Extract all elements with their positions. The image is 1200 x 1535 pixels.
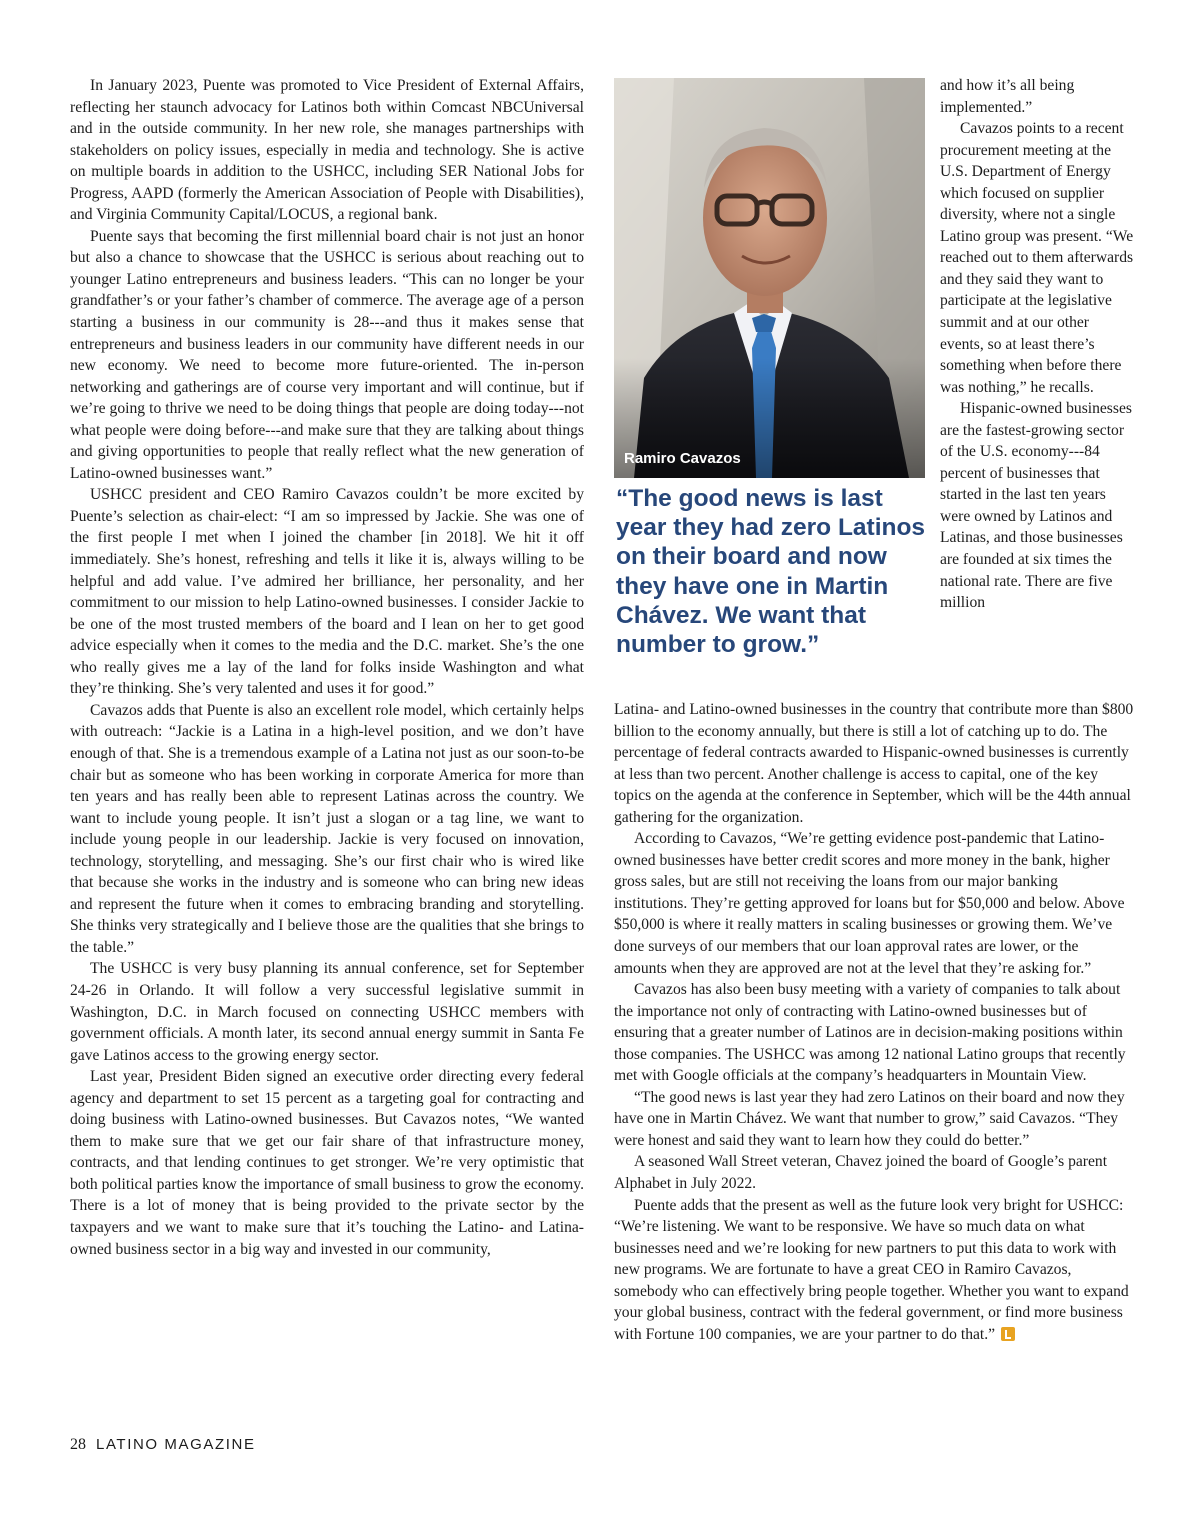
article-bottom-right-column <box>614 699 1134 1345</box>
paragraph: Cavazos adds that Puente is also an excellent role model, which certainly helps with outreach: “Jackie is a Latina in a high-level position, and we don’t have enough of that. She is a tremendous example of a Latina not just as our soon-to-be chair but as someone who has been working in corporate America for more than ten years and has really been able to represent Latinas across the country. We want to include young people. It isn’t just a slogan or a tag line, we want to include young people in our leadership. Jackie is very focused on innovation, technology, storytelling, and messaging. She’s our first chair who is wired like that because she works in the industry and is someone who can bring new ideas and represent the future when it comes to embracing branding and storytelling. She thinks very strategically and I believe those are the qualities that she brings to the table.” <box>70 701 584 956</box>
portrait-photo <box>614 78 925 478</box>
paragraph: The USHCC is very busy planning its annual conference, set for September 24-26 in Orlando. It will follow a very successful legislative summit in Washington, D.C. in March focused on connecting USHCC members with government officials. A month later, its second annual energy summit in Santa Fe gave Latinos access to the growing energy sector. <box>70 960 584 1064</box>
paragraph: Hispanic-owned businesses are the fastest-growing sector of the U.S. economy---84 percent of businesses that started in the last ten years were owned by Latinos and Latinas, and those businesses are founded at six times the national rate. There are five million <box>940 400 1132 612</box>
paragraph: USHCC president and CEO Ramiro Cavazos couldn’t be more excited by Puente’s selection as chair-elect: “I am so impressed by Jackie. She was one of the first people I met when I joined the chamber [in 2018]. We hit it off immediately. She’s honest, refreshing and tells it like it is, always willing to be helpful and add value. I’ve admired her brilliance, her personality, and her commitment to our mission to help Latino-owned businesses. I consider Jackie to be one of the most trusted members of the board and I lean on her to get good advice especially when it comes to the media and the D.C. market. She’s the one who really gives me a lay of the land for folks inside Washington and what they’re thinking. She’s very talented and uses it for good.” <box>70 486 584 698</box>
page-number: 28 <box>70 1436 86 1453</box>
pull-quote: “The good news is last year they had zero Latinos on their board and now they have one in Martin Chávez. We want that number to grow.” <box>616 485 926 659</box>
paragraph: “The good news is last year they had zero Latinos on their board and now they have one in Martin Chávez. We want that number to grow,” said Cavazos. “They were honest and said they want to learn how they could do better.” <box>614 1088 1125 1149</box>
last-paragraph-text: Puente adds that the present as well as the future look very bright for USHCC: “We’re listening. We want to be responsive. We have so much data on what businesses need and we’re looking for new partners to put this data to work with new programs. We are fortunate to have a great CEO in Ramiro Cavazos, somebody who can effectively bring people together. Whether you want to expand your global business, contract with the federal government, or find more business with Fortune 100 companies, we are your partner to do that.” <box>614 1196 1129 1343</box>
paragraph-continuation: Latina- and Latino-owned businesses in the country that contribute more than $800 billion to the economy annually, but there is still a lot of catching up to do. The percentage of federal contracts awarded to Hispanic-owned businesses is currently at less than two percent. Another challenge is access to capital, one of the key topics on the agenda at the conference in September, which will be the 44th annual gathering for the organization. <box>614 701 1134 826</box>
paragraph-last <box>614 1195 1134 1346</box>
page-footer <box>70 1436 256 1454</box>
paragraph: Last year, President Biden signed an executive order directing every federal agency and department to set 15 percent as a targeting goal for contracting and doing business with Latino-owned businesses. But Cavazos notes, “We wanted them to make sure that we get our fair share of that infrastructure money, contracts, and that lending continues to get stronger. We’re very optimistic that both political parties know the importance of small business to grow the economy. There is a lot of money that is being provided to the private sector by the taxpayers and we want to make sure that it’s touching the Latino- and Latina-owned business sector in a big way and invested in our community, <box>70 1068 584 1258</box>
photo-caption: Ramiro Cavazos <box>624 450 741 467</box>
portrait-illustration <box>614 78 925 478</box>
paragraph: A seasoned Wall Street veteran, Chavez joined the board of Google’s parent Alphabet in July 2022. <box>614 1153 1108 1193</box>
paragraph: Cavazos points to a recent procurement meeting at the U.S. Department of Energy which focused on supplier diversity, where not a single Latino group was present. “We reached out to them afterwards and they said they want to participate at the legislative summit and at our other events, so at least there’s something when before there was nothing,” he recalls. <box>940 120 1134 396</box>
paragraph: In January 2023, Puente was promoted to Vice President of External Affairs, reflecting her staunch advocacy for Latinos both within Comcast NBCUniversal and in the outside community. In her new role, she manages partnerships with stakeholders on policy issues, especially in media and technology. She is active on multiple boards in addition to the USHCC, including SER National Jobs for Progress, AAPD (formerly the American Association of People with Disabilities), and Virginia Community Capital/LOCUS, a regional bank. <box>70 77 584 224</box>
paragraph: According to Cavazos, “We’re getting evidence post-pandemic that Latino-owned businesses have better credit scores and more money in the bank, higher gross sales, but are still not receiving the loans from our major banking institutions. They’re getting approved for loans but for $50,000 and below. Above $50,000 is where it really matters in scaling businesses or growing them. We’ve done surveys of our members that our loan approval rates are lower, or the amounts when they are approved are not at the level that they’re asking for.” <box>614 830 1125 977</box>
article-right-narrow-column <box>940 75 1135 614</box>
paragraph: Cavazos has also been busy meeting with a variety of companies to talk about the importance not only of contracting with Latino-owned businesses but of ensuring that a greater number of Latinos are in decision-making positions within those companies. The USHCC was among 12 national Latino groups that recently met with Google officials at the company’s headquarters in Mountain View. <box>614 981 1126 1085</box>
paragraph-continuation: and how it’s all being implemented.” <box>940 77 1075 116</box>
end-mark-icon <box>1001 1327 1015 1341</box>
magazine-name: LATINO MAGAZINE <box>96 1436 256 1453</box>
article-left-column <box>70 75 584 1260</box>
paragraph: Puente says that becoming the first millennial board chair is not just an honor but also a chance to showcase that the USHCC is serious about reaching out to younger Latino entrepreneurs and business leaders. “This can no longer be your grandfather’s or your father’s chamber of commerce. The average age of a person starting a business in our community is 28---and thus it makes sense that entrepreneurs and business leaders in our community have different needs in our new economy. We need to become more future-oriented. The in-person networking and gatherings are of course very important and will continue, but if we’re going to thrive we need to be doing things that people are doing today---not what people were doing before---and make sure that they are talking about things and giving opportunities to people that really reflect what the new generation of Latino-owned businesses want.” <box>70 227 584 482</box>
